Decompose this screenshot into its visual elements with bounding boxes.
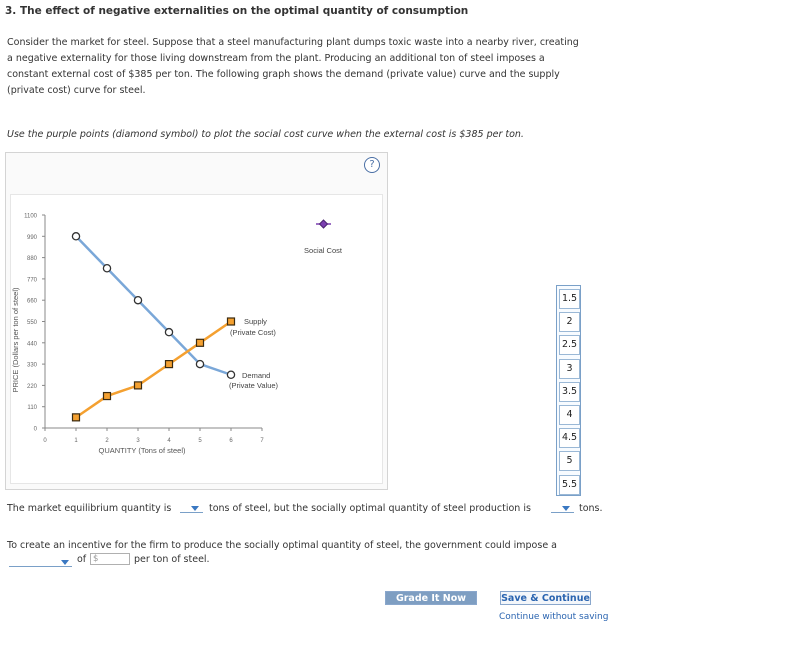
x-tick-label: 1	[74, 438, 78, 444]
supply-point[interactable]	[197, 339, 204, 346]
market-quantity-dropdown[interactable]	[180, 512, 203, 513]
equilibrium-text-middle: tons of steel, but the socially optimal quantity of steel production is	[209, 503, 531, 514]
y-axis-label: PRICE (Dollars per ton of steel)	[11, 287, 20, 393]
equilibrium-text-end: tons.	[579, 503, 603, 514]
question-heading: 3. The effect of negative externalities on the optimal quantity of consumption	[5, 5, 469, 17]
demand-point[interactable]	[165, 329, 172, 336]
x-tick-label: 6	[229, 438, 233, 444]
amount-input[interactable]: $	[90, 553, 130, 565]
demand-point[interactable]	[134, 297, 141, 304]
x-tick-label: 7	[260, 438, 264, 444]
demand-point[interactable]	[103, 265, 110, 272]
x-tick-label: 3	[136, 438, 140, 444]
supply-point[interactable]	[135, 382, 142, 389]
demand-point[interactable]	[227, 371, 234, 378]
x-tick-group	[43, 428, 264, 444]
dropdown-option[interactable]: 4.5	[559, 428, 580, 448]
supply-point[interactable]	[228, 318, 235, 325]
quantity-dropdown-list[interactable]	[556, 285, 581, 496]
dropdown-option[interactable]: 5.5	[559, 475, 580, 495]
demand-legend	[229, 371, 279, 390]
demand-point[interactable]	[196, 361, 203, 368]
save-continue-button[interactable]: Save & Continue	[501, 593, 590, 604]
y-tick-group	[24, 214, 45, 433]
y-tick-label: 0	[33, 426, 37, 433]
y-tick-label: 880	[26, 256, 37, 263]
help-icon[interactable]: ?	[364, 157, 380, 173]
supply-curve-line	[76, 322, 231, 418]
demand-label: Demand	[242, 371, 271, 380]
y-tick-label: 220	[26, 383, 37, 390]
optimal-quantity-dropdown[interactable]	[551, 512, 574, 513]
intro-line: constant external cost of $385 per ton. The following graph shows the demand (private value) curve and the supply	[7, 69, 560, 80]
dropdown-option[interactable]: 2	[559, 312, 580, 332]
demand-curve-line	[76, 236, 231, 374]
policy-dropdown[interactable]	[9, 566, 72, 567]
chevron-down-icon	[562, 506, 570, 511]
incentive-text: To create an incentive for the firm to produce the socially optimal quantity of steel, the government could impose a	[7, 540, 558, 551]
of-text: of	[77, 554, 87, 565]
social-cost-palette-label: Social Cost	[304, 246, 342, 255]
intro-line: (private cost) curve for steel.	[7, 85, 146, 96]
supply-point[interactable]	[166, 361, 173, 368]
x-tick-label: 4	[167, 438, 171, 444]
x-tick-label: 5	[198, 438, 202, 444]
demand-sublabel: (Private Value)	[229, 381, 279, 390]
supply-point[interactable]	[104, 393, 111, 400]
grade-button[interactable]: Grade It Now	[385, 591, 477, 605]
supply-sublabel: (Private Cost)	[230, 328, 276, 337]
dropdown-option[interactable]: 3	[559, 359, 580, 379]
y-tick-label: 330	[26, 362, 37, 369]
y-tick-label: 770	[26, 277, 37, 284]
y-tick-label: 550	[26, 320, 37, 326]
dropdown-option[interactable]: 4	[559, 405, 580, 425]
demand-point[interactable]	[72, 233, 79, 240]
y-tick-label: 110	[27, 405, 37, 412]
y-tick-label: 1100	[24, 213, 37, 220]
dropdown-option[interactable]: 5	[559, 451, 580, 471]
x-tick-label: 2	[105, 438, 109, 444]
chevron-down-icon	[191, 506, 199, 511]
dropdown-option[interactable]: 2.5	[559, 335, 580, 355]
x-tick-label: 0	[43, 438, 47, 444]
x-axis-label: QUANTITY (Tons of steel)	[98, 446, 186, 455]
supply-label: Supply	[244, 317, 267, 326]
y-tick-label: 440	[26, 341, 37, 348]
supply-legend	[230, 317, 276, 337]
intro-line: Consider the market for steel. Suppose that a steel manufacturing plant dumps toxic waste into a nearby river, creating	[7, 37, 579, 48]
social-cost-palette[interactable]	[304, 220, 343, 255]
dropdown-option[interactable]: 1.5	[559, 289, 580, 309]
equilibrium-text-start: The market equilibrium quantity is	[7, 503, 172, 514]
chevron-down-icon	[61, 560, 69, 565]
instruction-text: Use the purple points (diamond symbol) to plot the social cost curve when the external cost is $385 per ton.	[7, 129, 524, 140]
continue-without-saving-link[interactable]: Continue without saving	[499, 612, 609, 622]
dropdown-option[interactable]: 3.5	[559, 382, 580, 402]
y-tick-label: 660	[26, 298, 37, 305]
supply-point[interactable]	[73, 414, 80, 421]
series-layer	[72, 233, 234, 421]
social-cost-diamond-icon[interactable]	[320, 220, 328, 228]
y-tick-label: 990	[26, 234, 37, 241]
intro-line: a negative externality for those living downstream from the plant. Producing an additional ton of steel imposes a	[7, 53, 545, 64]
per-ton-text: per ton of steel.	[134, 554, 210, 565]
